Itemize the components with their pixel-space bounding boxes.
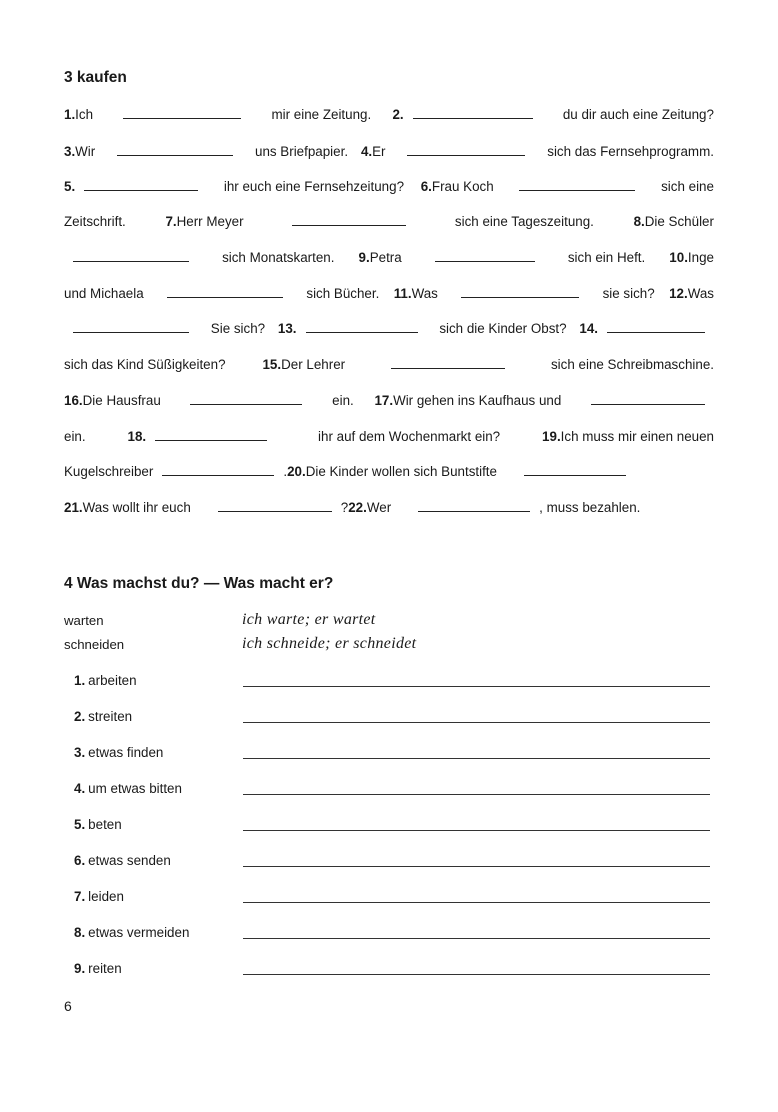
item-number: 3.	[64, 144, 76, 159]
sentence-text: sie sich?	[602, 286, 655, 301]
sentence-line	[64, 318, 714, 338]
answer-blank[interactable]	[435, 247, 535, 262]
sentence-text: und Michaela	[64, 286, 144, 301]
item-number: 20.	[287, 464, 306, 479]
sentence-text: sich die Kinder Obst?	[439, 321, 567, 336]
sentence-text: Was	[687, 286, 714, 301]
exercise-item	[579, 318, 714, 339]
sentence-text: sich eine Tageszeitung.	[454, 214, 594, 229]
exercise-item	[394, 284, 438, 304]
answer-blank[interactable]	[84, 176, 198, 191]
answer-blank[interactable]	[155, 426, 267, 441]
verb-item	[74, 709, 132, 724]
sentence-text: ein.	[332, 393, 354, 408]
answer-line[interactable]	[243, 722, 710, 723]
sentence-text: ihr auf dem Wochenmarkt ein?	[318, 429, 501, 444]
sentence-text: Wir	[75, 144, 96, 159]
sentence-line	[64, 390, 714, 410]
answer-blank[interactable]	[73, 318, 189, 333]
sentence-text: .	[283, 464, 288, 479]
answer-blank[interactable]	[461, 283, 579, 298]
sentence-text: Petra	[369, 250, 402, 265]
verb-text: etwas senden	[88, 853, 171, 868]
sentence-line	[64, 283, 714, 303]
sentence-text: sich eine Schreibmaschine.	[550, 357, 714, 372]
sentence-text: Er	[372, 144, 386, 159]
item-number: 5.	[74, 817, 86, 832]
exercise-item	[542, 427, 714, 447]
sentence-text: Die Hausfrau	[82, 393, 161, 408]
answer-blank[interactable]	[117, 141, 233, 156]
sentence-text: ihr euch eine Fernsehzeitung?	[223, 179, 405, 194]
exercise-item	[64, 176, 207, 197]
exercise-item	[669, 248, 714, 268]
sentence-line	[64, 247, 714, 267]
sentence-text: Zeitschrift.	[64, 214, 126, 229]
exercise-item	[348, 498, 391, 518]
answer-blank[interactable]	[218, 497, 332, 512]
item-number: 1.	[64, 107, 76, 122]
verb-text: beten	[88, 817, 122, 832]
example-verb: warten	[64, 613, 104, 628]
sentence-line	[64, 426, 714, 446]
sentence-text: Was	[411, 286, 438, 301]
exercise-item	[374, 391, 561, 411]
item-number: 21.	[64, 500, 83, 515]
exercise-item	[64, 142, 95, 162]
sentence-text: Ich muss mir einen neuen	[560, 429, 714, 444]
answer-blank[interactable]	[391, 354, 505, 369]
sentence-line	[64, 211, 714, 231]
sentence-text: Der Lehrer	[281, 357, 346, 372]
verb-item	[74, 673, 137, 688]
sentence-text: sich das Fernsehprogramm.	[547, 144, 714, 159]
example-answer: ich schneide; er schneidet	[242, 635, 417, 652]
answer-line[interactable]	[243, 866, 710, 867]
sentence-text: Was wollt ihr euch	[82, 500, 191, 515]
answer-line[interactable]	[243, 794, 710, 795]
verb-item	[74, 889, 124, 904]
item-number: 6.	[420, 179, 432, 194]
answer-blank[interactable]	[418, 497, 530, 512]
exercise-item	[634, 212, 714, 232]
answer-line[interactable]	[243, 902, 710, 903]
exercise-item	[392, 104, 541, 125]
item-number: 2.	[74, 709, 86, 724]
exercise-item	[64, 498, 191, 518]
item-number: 4.	[360, 144, 373, 159]
item-number: 4.	[74, 781, 86, 796]
item-number: 17.	[374, 393, 394, 408]
exercise-item	[64, 105, 93, 125]
item-number: 14.	[579, 321, 598, 336]
sentence-text: ein.	[64, 429, 86, 444]
sentence-text: Ich	[75, 107, 94, 122]
item-number: 9.	[74, 961, 86, 976]
item-number: 12.	[669, 286, 688, 301]
sentence-text: sich das Kind Süßigkeiten?	[64, 357, 226, 372]
sentence-line	[64, 497, 714, 517]
answer-blank[interactable]	[306, 318, 418, 333]
sentence-text: Kugelschreiber	[64, 464, 154, 479]
answer-blank[interactable]	[407, 141, 525, 156]
item-number: 5.	[64, 179, 76, 194]
verb-text: arbeiten	[88, 673, 137, 688]
sentence-line	[64, 461, 714, 481]
answer-blank[interactable]	[162, 461, 274, 476]
exercise-item	[421, 177, 494, 197]
sentence-text: Die Kinder wollen sich Buntstifte	[305, 464, 497, 479]
item-number: 15.	[262, 357, 282, 372]
sentence-text: mir eine Zeitung.	[271, 107, 372, 122]
answer-blank[interactable]	[123, 104, 241, 119]
answer-blank[interactable]	[607, 318, 705, 333]
item-number: 8.	[74, 925, 86, 940]
sentence-line	[64, 354, 714, 374]
example-answer: ich warte; er wartet	[242, 611, 376, 628]
item-number: 18.	[127, 429, 147, 444]
sentence-text: uns Briefpapier.	[255, 144, 349, 159]
item-number: 3.	[74, 745, 86, 760]
sentence-text: ?	[340, 500, 349, 515]
answer-blank[interactable]	[519, 176, 635, 191]
answer-blank[interactable]	[73, 247, 189, 262]
answer-blank[interactable]	[190, 390, 302, 405]
sentence-text: Herr Meyer	[176, 214, 244, 229]
sentence-text: Inge	[687, 250, 714, 265]
sentence-text: sich Monatskarten.	[222, 250, 335, 265]
sentence-text: Sie sich?	[210, 321, 266, 336]
sentence-text: Frau Koch	[431, 179, 494, 194]
verb-text: um etwas bitten	[88, 781, 182, 796]
sentence-text: Wir gehen ins Kaufhaus und	[393, 393, 562, 408]
exercise-item	[128, 426, 277, 447]
verb-text: etwas finden	[88, 745, 164, 760]
answer-blank[interactable]	[167, 283, 283, 298]
verb-text: reiten	[88, 961, 122, 976]
answer-blank[interactable]	[524, 461, 626, 476]
exercise-item	[262, 355, 345, 375]
item-number: 2.	[392, 107, 404, 122]
sentence-text: du dir auch eine Zeitung?	[562, 107, 714, 122]
sentence-line	[64, 104, 714, 124]
answer-blank[interactable]	[292, 211, 406, 226]
verb-item	[74, 961, 122, 976]
verb-item	[74, 853, 171, 868]
sentence-text: , muss bezahlen.	[539, 500, 641, 515]
sentence-line	[64, 141, 714, 161]
item-number: 16.	[64, 393, 83, 408]
answer-line[interactable]	[243, 974, 710, 975]
exercise-item	[278, 318, 427, 339]
answer-line[interactable]	[243, 686, 710, 687]
verb-item	[74, 925, 189, 940]
sentence-text: sich ein Heft.	[567, 250, 646, 265]
sentence-text: Die Schüler	[644, 214, 714, 229]
verb-item	[74, 817, 122, 832]
item-number: 11.	[393, 286, 412, 301]
verb-text: streiten	[88, 709, 133, 724]
exercise-item	[287, 462, 497, 482]
item-number: 13.	[277, 321, 297, 336]
exercise-item	[359, 248, 402, 268]
answer-blank[interactable]	[413, 104, 533, 119]
item-number: 8.	[633, 214, 645, 229]
item-number: 19.	[542, 429, 561, 444]
verb-item	[74, 745, 163, 760]
exercise-item	[669, 284, 714, 304]
section-4-title: 4 Was machst du? — Was macht er?	[64, 575, 334, 592]
item-number: 10.	[669, 250, 688, 265]
verb-text: etwas vermeiden	[88, 925, 190, 940]
section-3-title: 3 kaufen	[64, 69, 127, 86]
verb-text: leiden	[88, 889, 124, 904]
item-number: 9.	[358, 250, 370, 265]
exercise-item	[165, 212, 243, 232]
answer-blank[interactable]	[591, 390, 705, 405]
example-verb: schneiden	[64, 637, 125, 652]
exercise-item	[361, 142, 386, 162]
verb-item	[74, 781, 182, 796]
sentence-text: sich Bücher.	[306, 286, 380, 301]
item-number: 7.	[74, 889, 86, 904]
item-number: 22.	[348, 500, 367, 515]
sentence-text: sich eine	[661, 179, 714, 194]
sentence-text: Wer	[366, 500, 392, 515]
answer-line[interactable]	[243, 830, 710, 831]
exercise-item	[64, 391, 161, 411]
page-number: 6	[64, 998, 72, 1014]
sentence-line	[64, 176, 714, 196]
answer-line[interactable]	[243, 938, 710, 939]
item-number: 6.	[74, 853, 86, 868]
item-number: 1.	[74, 673, 86, 688]
item-number: 7.	[165, 214, 177, 229]
answer-line[interactable]	[243, 758, 710, 759]
